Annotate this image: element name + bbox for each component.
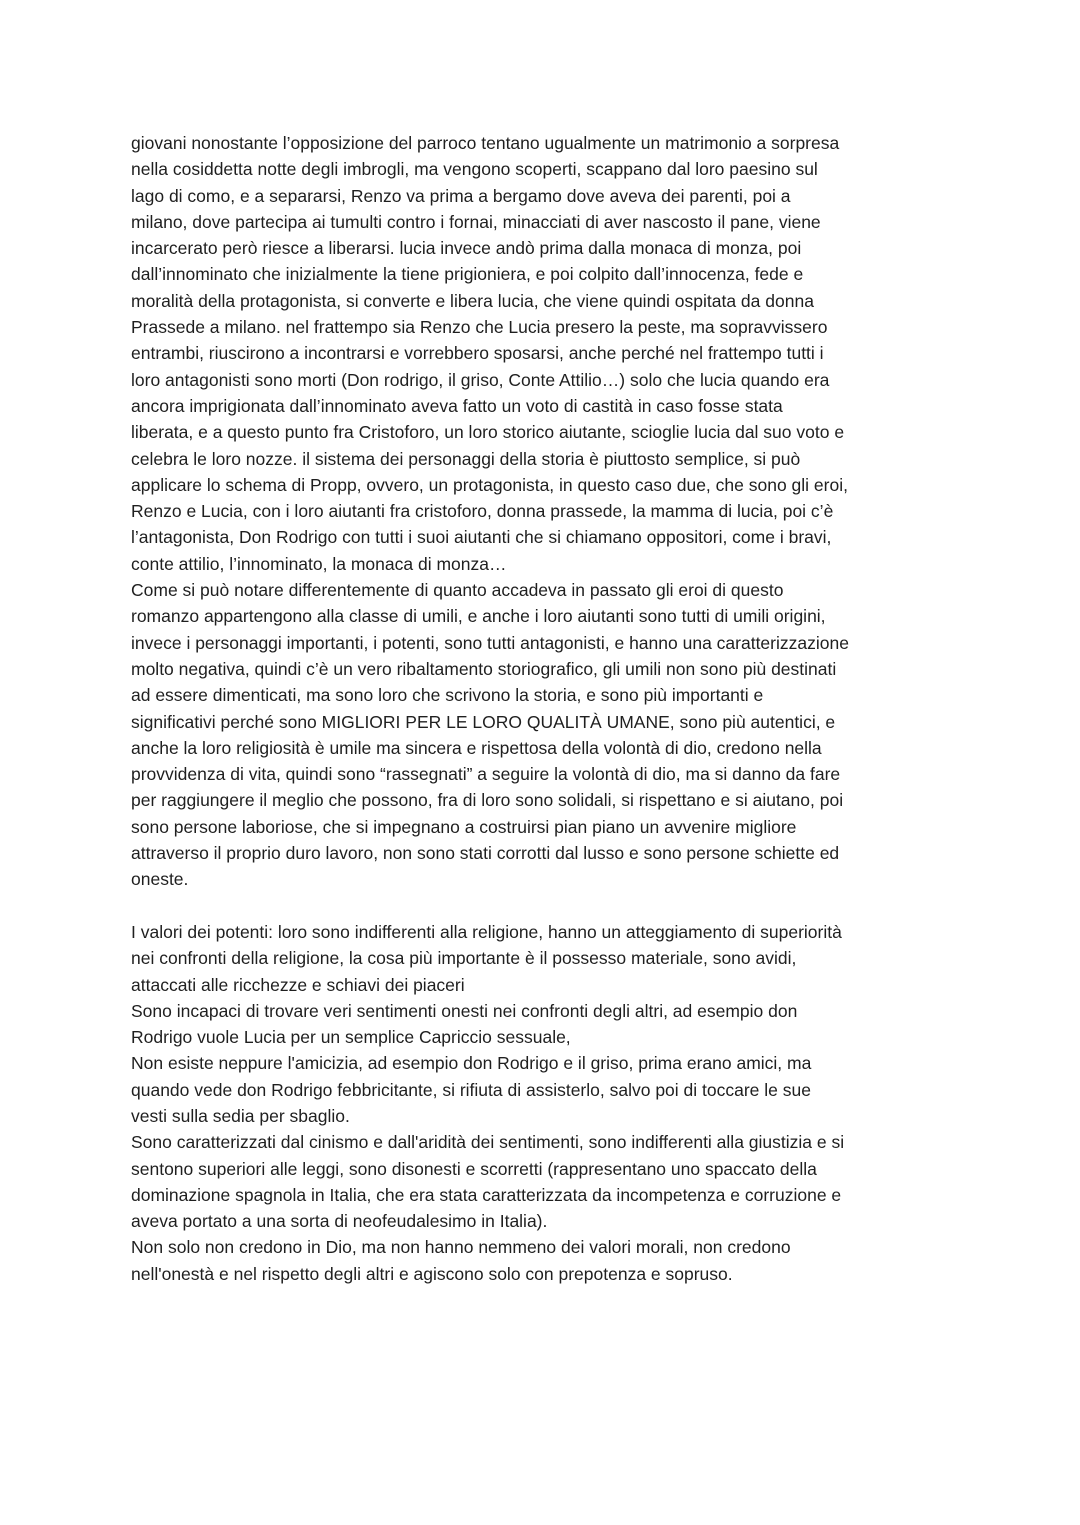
- paragraph-humble-heroes: Come si può notare differentemente di quanto accadeva in passato gli eroi di questo romanzo appartengono alla classe di umili, e anche i loro aiutanti sono tutti di umili origini, invece i personaggi importanti, i potenti, sono tutti antagonisti, e hanno una caratterizzazione molto negativa, quindi c’è un vero ribaltamento storiografico, gli umili non sono più destinati ad essere dimenticati, ma sono loro che scrivono la storia, e sono più importanti e significativi perché sono MIGLIORI PER LE LORO QUALITÀ UMANE, sono più autentici, e anche la loro religiosità è umile ma sincera e rispettosa della volontà di dio, credono nella provvidenza di vita, quindi sono “rassegnati” a seguire la volontà di dio, ma si danno da fare per raggiungere il meglio che possono, fra di loro sono solidali, si rispettano e si aiutano, poi sono persone laboriose, che si impegnano a costruirsi pian piano un avvenire migliore attraverso il proprio duro lavoro, non sono stati corrotti dal lusso e sono persone schiette ed oneste.: [131, 580, 849, 890]
- paragraph-cynicism: Sono caratterizzati dal cinismo e dall'aridità dei sentimenti, sono indifferenti alla giustizia e si sentono superiori alle leggi, sono disonesti e scorretti (rappresentano uno spaccato della dominazione spagnola in Italia, che era stata caratterizzata da incompetenza e corruzione e aveva portato a una sorta di neofeudalesimo in Italia).: [131, 1132, 845, 1232]
- paragraph-no-morals: Non solo non credono in Dio, ma non hanno nemmeno dei valori morali, non credono nell'onestà e nel rispetto degli altri e agiscono solo con prepotenza e sopruso.: [131, 1237, 791, 1284]
- paragraph-spacer: [131, 893, 956, 919]
- paragraph-values-of-powerful: I valori dei potenti: loro sono indifferenti alla religione, hanno un atteggiamento di superiorità nei confronti della religione, la cosa più importante è il possesso materiale, sono avidi, attaccati alle ricchezze e schiavi dei piaceri: [131, 921, 842, 995]
- document-body: [131, 130, 956, 1287]
- paragraph-plot-summary: giovani nonostante l’opposizione del parroco tentano ugualmente un matrimonio a sorpresa nella cosiddetta notte degli imbrogli, ma vengono scoperti, scappano dal loro paesino sul lago di como, e a separarsi, Renzo va prima a bergamo dove aveva dei parenti, poi a milano, dove partecipa ai tumulti contro i fornai, minacciati di aver nascosto il pane, viene incarcerato però riesce a liberarsi. lucia invece andò prima dalla monaca di monza, poi dall’innominato che inizialmente la tiene prigioniera, e poi colpito dall’innocenza, fede e moralità della protagonista, si converte e libera lucia, che viene quindi ospitata da donna Prassede a milano. nel frattempo sia Renzo che Lucia presero la peste, ma sopravvissero entrambi, riuscirono a incontrarsi e vorrebbero sposarsi, anche perché nel frattempo tutti i loro antagonisti sono morti (Don rodrigo, il griso, Conte Attilio…) solo che lucia quando era ancora imprigionata dall’innominato aveva fatto un voto di castità in caso fosse stata liberata, e a questo punto fra Cristoforo, un loro storico aiutante, scioglie lucia dal suo voto e celebra le loro nozze. il sistema dei personaggi della storia è piuttosto semplice, si può applicare lo schema di Propp, ovvero, un protagonista, in questo caso due, che sono gli eroi, Renzo e Lucia, con i loro aiutanti fra cristoforo, donna prassede, la mamma di lucia, poi c’è l’antagonista, Don Rodrigo con tutti i suoi aiutanti che si chiamano oppositori, come i bravi, conte attilio, l’innominato, la monaca di monza…: [131, 133, 848, 574]
- paragraph-no-friendship: Non esiste neppure l'amicizia, ad esempio don Rodrigo e il griso, prima erano amici, ma quando vede don Rodrigo febbricitante, si rifiuta di assisterlo, salvo poi di toccare le sue vesti sulla sedia per sbaglio.: [131, 1053, 812, 1126]
- paragraph-no-honest-feelings: Sono incapaci di trovare veri sentimenti onesti nei confronti degli altri, ad esempio don Rodrigo vuole Lucia per un semplice Capriccio sessuale,: [131, 1000, 798, 1048]
